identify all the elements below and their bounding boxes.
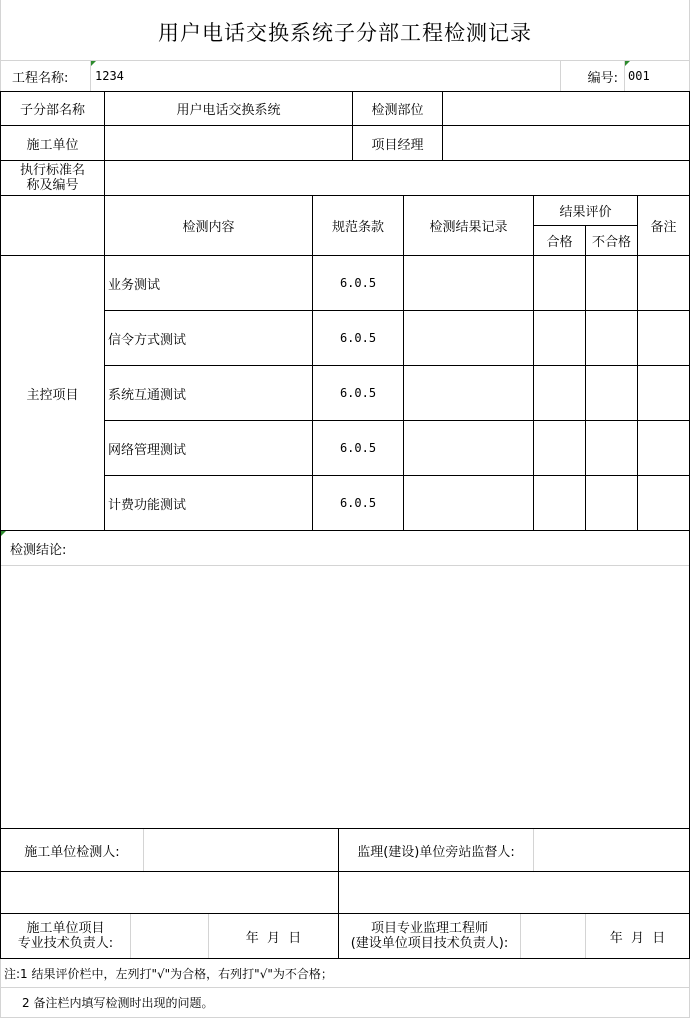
conclusion-field[interactable] [1, 566, 689, 828]
item-clause: 6.0.5 [339, 441, 377, 455]
tech-lead-label [1, 914, 130, 958]
header-record: 检测结果记录 [429, 220, 508, 235]
date-right[interactable]: 年 月 日 [609, 930, 666, 946]
project-manager-label: 项目经理 [371, 137, 424, 153]
supervisor-field[interactable] [534, 829, 689, 871]
header-remarks: 备注 [650, 220, 677, 235]
note-1: 注:1 结果评价栏中，左列打"√"为合格，右列打"√"为不合格； [4, 966, 333, 981]
header-qualified: 合格 [546, 235, 573, 250]
subdivision-label: 子分部名称 [19, 103, 85, 118]
tech-lead-line2: 专业技术负责人: [17, 936, 114, 951]
header-clause: 规范条款 [331, 220, 384, 235]
conclusion-label: 检测结论: [10, 542, 67, 558]
item-name: 系统互通测试 [108, 387, 187, 403]
item-clause: 6.0.5 [339, 386, 377, 400]
inspection-part-label: 检测部位 [371, 103, 424, 118]
header-evaluation: 结果评价 [559, 205, 612, 220]
standard-label [1, 161, 104, 195]
inspection-part-field[interactable] [443, 92, 689, 125]
subdivision-value[interactable]: 用户电话交换系统 [176, 103, 281, 118]
project-name-field[interactable]: 1234 [95, 69, 124, 83]
item-name: 计费功能测试 [108, 497, 187, 513]
note-2: 2 备注栏内填写检测时出现的问题。 [22, 996, 214, 1010]
engineer-signature[interactable] [521, 914, 585, 958]
page-title: 用户电话交换系统子分部工程检测记录 [158, 21, 532, 45]
engineer-line2: (建设单位项目技术负责人): [350, 936, 509, 951]
header-content: 检测内容 [182, 220, 235, 235]
inspector-field[interactable] [144, 829, 338, 871]
header-unqualified: 不合格 [591, 235, 631, 250]
tech-lead-line1: 施工单位项目 [26, 921, 105, 936]
item-clause: 6.0.5 [339, 496, 377, 510]
item-name: 网络管理测试 [108, 442, 187, 458]
date-left[interactable]: 年 月 日 [245, 930, 302, 946]
item-name: 信令方式测试 [108, 332, 187, 348]
tech-lead-signature[interactable] [131, 914, 208, 958]
project-manager-field[interactable] [443, 126, 689, 160]
main-control-label: 主控项目 [26, 387, 79, 403]
construction-unit-field[interactable] [105, 126, 352, 160]
construction-unit-label: 施工单位 [26, 137, 79, 153]
supervisor-label: 监理(建设)单位旁站监督人: [357, 844, 515, 860]
engineer-label [339, 914, 520, 958]
item-clause: 6.0.5 [339, 276, 377, 290]
item-name: 业务测试 [108, 277, 161, 293]
engineer-line1: 项目专业监理工程师 [370, 921, 488, 936]
inspector-label: 施工单位检测人: [24, 844, 120, 860]
standard-label-line1: 执行标准名 [19, 163, 85, 178]
number-field[interactable]: 001 [628, 69, 650, 83]
project-name-label: 工程名称: [12, 70, 69, 86]
number-label: 编号: [587, 70, 618, 86]
standard-label-line2: 称及编号 [26, 178, 79, 193]
standard-field[interactable] [105, 161, 689, 195]
item-clause: 6.0.5 [339, 331, 377, 345]
